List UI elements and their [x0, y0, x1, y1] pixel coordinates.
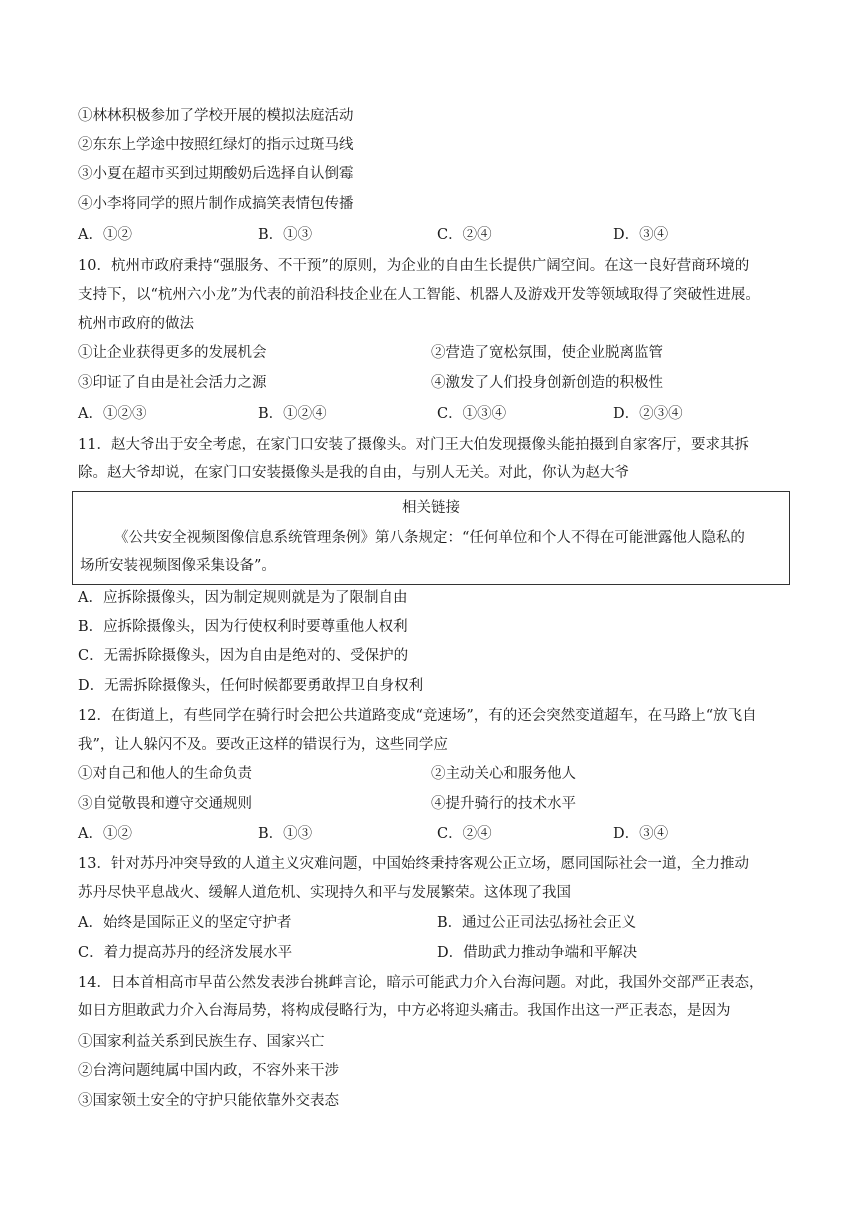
related-link-box: [72, 491, 790, 585]
q13-option-d: D．借助武力推动争端和平解决: [437, 945, 638, 961]
q9-item-2: ②东东上学途中按照红绿灯的指示过斑马线: [78, 137, 354, 153]
q10-option-b: B．①②④: [258, 406, 327, 422]
q12-option-b: B．①③: [258, 826, 313, 842]
q9-option-c: C．②④: [437, 227, 492, 243]
q12-option-a: A．①②: [78, 826, 132, 842]
q12-option-c: C．②④: [437, 826, 492, 842]
q11-stem-line-2: 除。赵大爷却说，在家门口安装摄像头是我的自由，与别人无关。对此，你认为赵大爷: [78, 465, 629, 481]
q9-option-a: A．①②: [78, 227, 132, 243]
q13-stem-line-1: 13．针对苏丹冲突导致的人道主义灾难问题，中国始终秉持客观公正立场，愿同国际社会一道，全力推动: [78, 856, 749, 872]
q10-item-4: ④激发了人们投身创新创造的积极性: [431, 375, 663, 391]
related-link-line-1: 《公共安全视频图像信息系统管理条例》第八条规定：“任何单位和个人不得在可能泄露他人隐私的: [114, 530, 745, 546]
q14-stem-line-2: 如日方胆敢武力介入台海局势，将构成侵略行为，中方必将迎头痛击。我国作出这一严正表态，是因为: [78, 1003, 731, 1019]
q9-option-d: D．③④: [613, 227, 669, 243]
q11-option-a: A．应拆除摄像头，因为制定规则就是为了限制自由: [78, 590, 408, 606]
q11-option-c: C．无需拆除摄像头，因为自由是绝对的、受保护的: [78, 648, 409, 664]
q11-option-d: D．无需拆除摄像头，任何时候都要勇敢捍卫自身权利: [78, 678, 424, 694]
q9-item-3: ③小夏在超市买到过期酸奶后选择自认倒霉: [78, 166, 354, 182]
q10-item-3: ③印证了自由是社会活力之源: [78, 375, 267, 391]
q10-item-2: ②营造了宽松氛围，使企业脱离监管: [431, 345, 663, 361]
q12-stem-line-1: 12．在街道上，有些同学在骑行时会把公共道路变成“竞速场”，有的还会突然变道超车，在马路上“放飞自: [78, 708, 757, 724]
q14-item-1: ①国家利益关系到民族生存、国家兴亡: [78, 1034, 325, 1050]
q14-stem-line-1: 14．日本首相高市早苗公然发表涉台挑衅言论，暗示可能武力介入台海问题。对此，我国外交部严正表态，: [78, 975, 764, 991]
q10-stem-line-2: 支持下，以“杭州六小龙”为代表的前沿科技企业在人工智能、机器人及游戏开发等领域取得了突破性进展。: [78, 287, 760, 303]
q14-item-3: ③国家领土安全的守护只能依靠外交表态: [78, 1093, 339, 1109]
q10-option-a: A．①②③: [78, 406, 147, 422]
q12-item-2: ②主动关心和服务他人: [431, 766, 576, 782]
q13-option-a: A．始终是国际正义的坚定守护者: [78, 915, 292, 931]
q10-stem-line-3: 杭州市政府的做法: [78, 316, 194, 332]
q13-option-b: B．通过公正司法弘扬社会正义: [437, 915, 637, 931]
q11-option-b: B．应拆除摄像头，因为行使权利时要尊重他人权利: [78, 619, 408, 635]
q13-option-c: C．着力提高苏丹的经济发展水平: [78, 945, 293, 961]
q10-option-c: C．①③④: [437, 406, 507, 422]
related-link-title: 相关链接: [402, 500, 460, 516]
q12-item-1: ①对自己和他人的生命负责: [78, 766, 252, 782]
q13-stem-line-2: 苏丹尽快平息战火、缓解人道危机、实现持久和平与发展繁荣。这体现了我国: [78, 885, 571, 901]
q10-stem-line-1: 10．杭州市政府秉持“强服务、不干预”的原则，为企业的自由生长提供广阔空间。在这一良好营商环境的: [78, 258, 750, 274]
q12-stem-line-2: 我”，让人躲闪不及。要改正这样的错误行为，这些同学应: [78, 737, 448, 753]
q9-item-4: ④小李将同学的照片制作成搞笑表情包传播: [78, 196, 354, 212]
q9-option-b: B．①③: [258, 227, 313, 243]
q14-item-2: ②台湾问题纯属中国内政，不容外来干涉: [78, 1063, 339, 1079]
q12-item-4: ④提升骑行的技术水平: [431, 796, 576, 812]
q10-item-1: ①让企业获得更多的发展机会: [78, 345, 267, 361]
q11-stem-line-1: 11．赵大爷出于安全考虑，在家门口安装了摄像头。对门王大伯发现摄像头能拍摄到自家客厅，要求其拆: [78, 437, 749, 453]
q12-option-d: D．③④: [613, 826, 669, 842]
q12-item-3: ③自觉敬畏和遵守交通规则: [78, 796, 252, 812]
q9-item-1: ①林林积极参加了学校开展的模拟法庭活动: [78, 108, 354, 124]
related-link-line-2: 场所安装视频图像采集设备”。: [80, 558, 276, 574]
q10-option-d: D．②③④: [613, 406, 683, 422]
